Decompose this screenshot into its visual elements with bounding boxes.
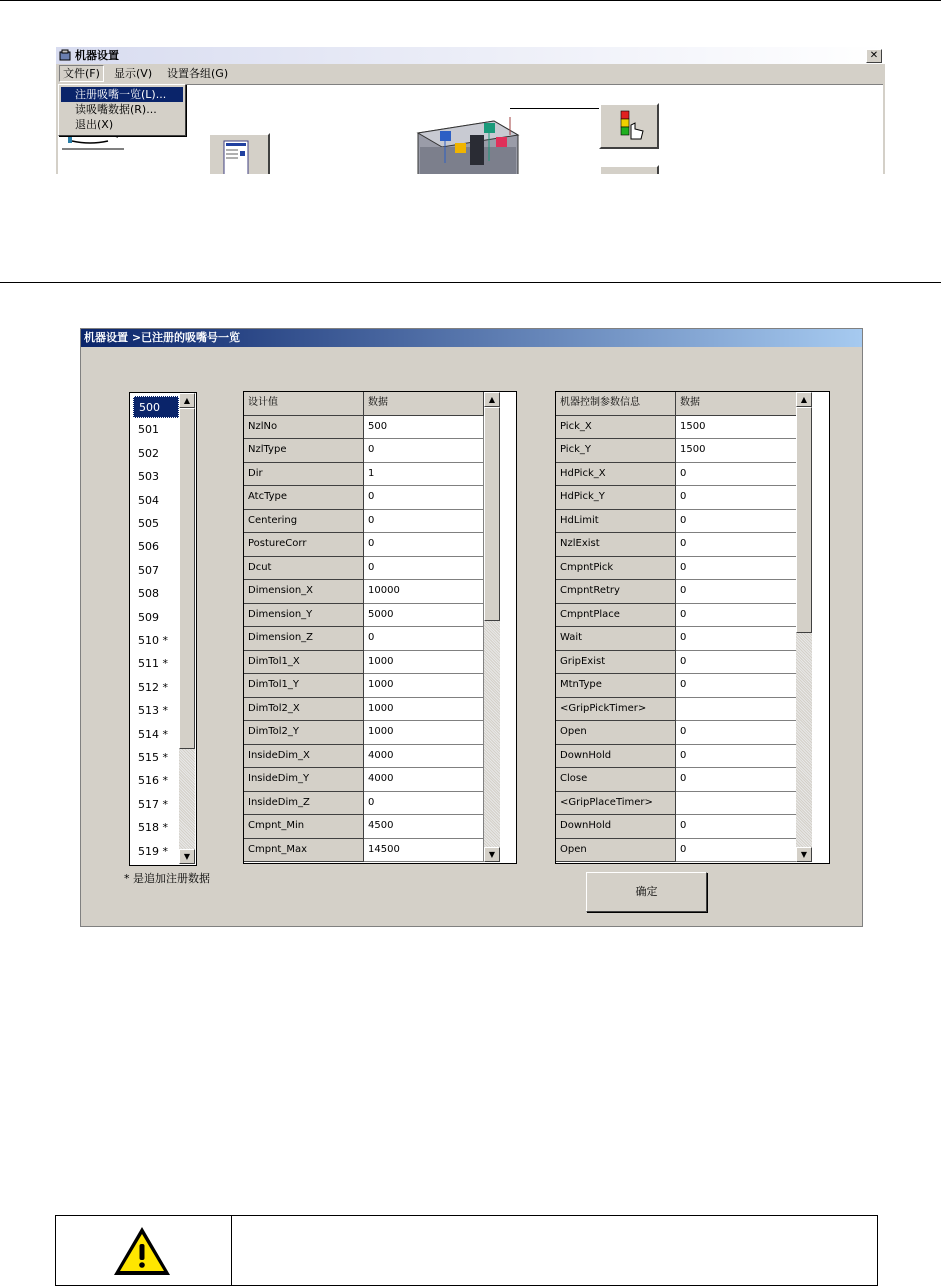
parameter-value-cell[interactable]: 0 — [676, 768, 797, 792]
nozzle-list-item[interactable]: 519 * — [138, 844, 168, 858]
parameter-name-cell: DimTol2_Y — [244, 721, 364, 745]
parameter-name-cell: Open — [556, 721, 676, 745]
parameter-name-cell: Dimension_Y — [244, 604, 364, 628]
parameter-name-cell: DownHold — [556, 815, 676, 839]
parameter-name-cell: Dcut — [244, 557, 364, 581]
menu-view[interactable]: 显示(V) — [114, 67, 153, 80]
grid-row[interactable] — [556, 674, 829, 698]
parameter-value-cell[interactable]: 5000 — [364, 604, 484, 628]
parameter-value-cell[interactable]: 0 — [676, 486, 797, 510]
scroll-up-button[interactable]: ▲ — [179, 393, 195, 408]
grid-row[interactable] — [556, 416, 829, 440]
parameter-value-cell[interactable]: 1 — [364, 463, 484, 487]
nozzle-list-item[interactable]: 502 — [138, 446, 159, 460]
parameter-value-cell[interactable] — [676, 698, 797, 722]
parameter-value-cell[interactable]: 4000 — [364, 768, 484, 792]
parameter-name-cell: GripExist — [556, 651, 676, 675]
nozzle-list-item[interactable]: 517 * — [138, 797, 168, 811]
menu-item-read-nozzle-data[interactable]: 读吸嘴数据(R)... — [75, 103, 157, 116]
parameter-name-cell: DimTol1_Y — [244, 674, 364, 698]
placement-machine-icon[interactable] — [410, 113, 530, 174]
parameter-value-cell[interactable]: 0 — [364, 439, 484, 463]
parameter-name-cell: Cmpnt_Min — [244, 815, 364, 839]
grid-row[interactable] — [244, 510, 516, 534]
grid-row[interactable] — [556, 604, 829, 628]
grid-row[interactable] — [556, 463, 829, 487]
scroll-up-button[interactable]: ▲ — [484, 392, 500, 407]
nozzle-list-item[interactable]: 504 — [138, 493, 159, 507]
parameter-value-cell[interactable]: 0 — [676, 557, 797, 581]
grid-row[interactable] — [244, 839, 516, 863]
grid-row[interactable] — [556, 815, 829, 839]
nozzle-list-item[interactable]: 513 * — [138, 704, 168, 718]
grid-row[interactable] — [244, 463, 516, 487]
nozzle-list-scrollbar[interactable] — [179, 393, 195, 864]
nozzle-list-item[interactable]: 500 — [133, 396, 179, 418]
signal-tower-icon — [601, 105, 657, 147]
parameter-value-cell[interactable]: 0 — [676, 651, 797, 675]
grid-row[interactable] — [244, 792, 516, 816]
scroll-thumb[interactable] — [796, 407, 812, 633]
parameter-value-cell[interactable]: 0 — [676, 839, 797, 863]
parameter-value-cell[interactable]: 0 — [676, 463, 797, 487]
scroll-down-button[interactable]: ▼ — [179, 849, 195, 864]
grid-row[interactable] — [556, 439, 829, 463]
parameter-name-cell: NzlNo — [244, 416, 364, 440]
parameter-value-cell[interactable]: 0 — [676, 510, 797, 534]
close-button[interactable]: ✕ — [866, 49, 882, 63]
parameter-name-cell: HdPick_X — [556, 463, 676, 487]
parameter-name-cell: PostureCorr — [244, 533, 364, 557]
parameter-value-cell[interactable]: 0 — [364, 486, 484, 510]
menu-item-exit[interactable]: 退出(X) — [75, 118, 114, 131]
grid-row[interactable] — [244, 439, 516, 463]
parameter-value-cell[interactable]: 1500 — [676, 439, 797, 463]
parameter-value-cell[interactable]: 1000 — [364, 674, 484, 698]
grid-row[interactable] — [244, 557, 516, 581]
parameter-name-cell: NzlExist — [556, 533, 676, 557]
grid-row[interactable] — [556, 557, 829, 581]
connector-line — [510, 108, 603, 109]
parameter-value-cell[interactable]: 0 — [676, 533, 797, 557]
parameter-value-cell[interactable]: 0 — [676, 604, 797, 628]
scroll-up-button[interactable]: ▲ — [796, 392, 812, 407]
window-titlebar — [56, 47, 885, 64]
append-note: * 是追加注册数据 — [124, 872, 210, 885]
menu-file[interactable]: 文件(F) — [59, 65, 104, 82]
parameter-name-cell: NzlType — [244, 439, 364, 463]
parameter-name-cell: Open — [556, 839, 676, 863]
column-header-data: 数据 — [676, 392, 797, 416]
grid-row[interactable] — [244, 698, 516, 722]
nozzle-list-item[interactable]: 508 — [138, 587, 159, 601]
grid-row[interactable] — [244, 745, 516, 769]
nozzle-list-item[interactable]: 509 — [138, 610, 159, 624]
parameter-name-cell: CmpntPlace — [556, 604, 676, 628]
parameter-value-cell[interactable]: 1000 — [364, 651, 484, 675]
parameter-name-cell: DimTol1_X — [244, 651, 364, 675]
parameter-name-cell: Pick_Y — [556, 439, 676, 463]
parameter-value-cell[interactable]: 0 — [364, 792, 484, 816]
nozzle-list-item[interactable]: 506 — [138, 540, 159, 554]
parameter-name-cell: CmpntPick — [556, 557, 676, 581]
parameter-value-cell[interactable]: 0 — [364, 627, 484, 651]
grid-row[interactable] — [244, 580, 516, 604]
window-title: 机器设置 — [75, 49, 119, 62]
grid-row[interactable] — [244, 533, 516, 557]
control-grid-scrollbar[interactable] — [796, 392, 812, 862]
nozzle-list-item[interactable]: 516 * — [138, 774, 168, 788]
parameter-value-cell[interactable]: 0 — [676, 815, 797, 839]
nozzle-list-item[interactable]: 505 — [138, 517, 159, 530]
parameter-value-cell[interactable]: 0 — [676, 721, 797, 745]
ok-button[interactable]: 确定 — [586, 872, 707, 912]
parameter-value-cell[interactable]: 0 — [364, 557, 484, 581]
warning-icon — [111, 1224, 173, 1278]
parameter-name-cell: InsideDim_X — [244, 745, 364, 769]
parameter-value-cell[interactable]: 0 — [676, 674, 797, 698]
grid-row[interactable] — [556, 580, 829, 604]
column-header-parameter: 机器控制参数信息 — [556, 392, 676, 416]
parameter-value-cell[interactable]: 4500 — [364, 815, 484, 839]
parameter-value-cell[interactable] — [676, 792, 797, 816]
parameter-name-cell: Pick_X — [556, 416, 676, 440]
document-icon — [210, 135, 268, 174]
menu-group-settings[interactable]: 设置各组(G) — [167, 67, 229, 80]
grid-row[interactable] — [556, 839, 829, 863]
grid-row[interactable] — [244, 604, 516, 628]
parameter-name-cell: InsideDim_Z — [244, 792, 364, 816]
parameter-value-cell[interactable]: 0 — [676, 745, 797, 769]
parameter-value-cell[interactable]: 1000 — [364, 721, 484, 745]
grid-row[interactable] — [556, 510, 829, 534]
lower-toolbar-button[interactable] — [599, 165, 659, 174]
grid-header-row — [244, 392, 516, 416]
menu-item-registered-nozzle-list[interactable]: 注册吸嘴一览(L)... — [61, 87, 183, 102]
grid-row[interactable] — [556, 721, 829, 745]
parameter-value-cell[interactable]: 500 — [364, 416, 484, 440]
nozzle-list-item[interactable]: 501 — [138, 423, 159, 437]
app-icon — [59, 49, 72, 62]
section-divider — [0, 282, 941, 283]
grid-row[interactable] — [556, 745, 829, 769]
grid-row[interactable] — [556, 792, 829, 816]
grid-row[interactable] — [556, 768, 829, 792]
parameter-name-cell: Close — [556, 768, 676, 792]
design-value-grid[interactable] — [243, 391, 517, 864]
parameter-name-cell: MtnType — [556, 674, 676, 698]
parameter-value-cell[interactable]: 0 — [676, 627, 797, 651]
nozzle-list-item[interactable]: 503 — [138, 470, 159, 484]
parameter-name-cell: <GripPlaceTimer> — [556, 792, 676, 816]
file-menu-dropdown — [58, 84, 186, 136]
grid-row[interactable] — [556, 651, 829, 675]
parameter-value-cell[interactable]: 10000 — [364, 580, 484, 604]
parameter-value-cell[interactable]: 0 — [364, 510, 484, 534]
menu-bar — [56, 65, 885, 82]
grid-row[interactable] — [556, 627, 829, 651]
parameter-name-cell: Dimension_Z — [244, 627, 364, 651]
grid-row[interactable] — [244, 486, 516, 510]
nozzle-list-item[interactable]: 515 * — [138, 751, 168, 764]
parameter-name-cell: DownHold — [556, 745, 676, 769]
scroll-thumb[interactable] — [179, 408, 195, 749]
parameter-value-cell[interactable]: 4000 — [364, 745, 484, 769]
parameter-name-cell: DimTol2_X — [244, 698, 364, 722]
nozzle-list-item[interactable]: 510 * — [138, 634, 168, 647]
parameter-value-cell[interactable]: 0 — [364, 533, 484, 557]
page-top-rule — [0, 0, 941, 1]
parameter-value-cell[interactable]: 0 — [676, 580, 797, 604]
grid-row[interactable] — [244, 627, 516, 651]
nozzle-list-item[interactable]: 512 * — [138, 680, 168, 694]
caution-box-divider — [231, 1216, 232, 1285]
parameter-name-cell: Cmpnt_Max — [244, 839, 364, 863]
dialog-titlebar — [81, 329, 862, 347]
parameter-name-cell: Centering — [244, 510, 364, 534]
scroll-down-button[interactable]: ▼ — [484, 847, 500, 862]
parameter-name-cell: HdLimit — [556, 510, 676, 534]
grid-row[interactable] — [244, 768, 516, 792]
registered-nozzle-list-dialog — [80, 328, 863, 927]
grid-row[interactable] — [244, 651, 516, 675]
grid-row[interactable] — [556, 533, 829, 557]
parameter-name-cell: CmpntRetry — [556, 580, 676, 604]
grid-row[interactable] — [556, 698, 829, 722]
parameter-value-cell[interactable]: 14500 — [364, 839, 484, 863]
grid-row[interactable] — [556, 486, 829, 510]
nozzle-list-item[interactable]: 507 — [138, 563, 159, 577]
grid-header-row — [556, 392, 829, 416]
grid-row[interactable] — [244, 674, 516, 698]
document-settings-button[interactable] — [208, 133, 270, 174]
parameter-value-cell[interactable]: 1000 — [364, 698, 484, 722]
grid-row[interactable] — [244, 416, 516, 440]
caution-box — [55, 1215, 878, 1286]
scroll-down-button[interactable]: ▼ — [796, 847, 812, 862]
parameter-name-cell: Wait — [556, 627, 676, 651]
column-header-parameter: 设计值 — [244, 392, 364, 416]
nozzle-list-item[interactable]: 518 * — [138, 821, 168, 835]
parameter-name-cell: Dimension_X — [244, 580, 364, 604]
parameter-name-cell: AtcType — [244, 486, 364, 510]
parameter-name-cell: <GripPickTimer> — [556, 698, 676, 722]
column-header-data: 数据 — [364, 392, 484, 416]
nozzle-list-item[interactable]: 514 * — [138, 727, 168, 741]
grid-row[interactable] — [244, 721, 516, 745]
grid-row[interactable] — [244, 815, 516, 839]
design-grid-scrollbar[interactable] — [484, 392, 500, 862]
machine-control-grid[interactable] — [555, 391, 830, 864]
nozzle-list-item[interactable]: 511 * — [138, 657, 168, 671]
parameter-value-cell[interactable]: 1500 — [676, 416, 797, 440]
signal-tower-button[interactable] — [599, 103, 659, 149]
parameter-name-cell: InsideDim_Y — [244, 768, 364, 792]
scroll-thumb[interactable] — [484, 407, 500, 621]
parameter-name-cell: Dir — [244, 463, 364, 487]
parameter-name-cell: HdPick_Y — [556, 486, 676, 510]
dialog-title: 机器设置 >已注册的吸嘴号一览 — [84, 331, 241, 344]
